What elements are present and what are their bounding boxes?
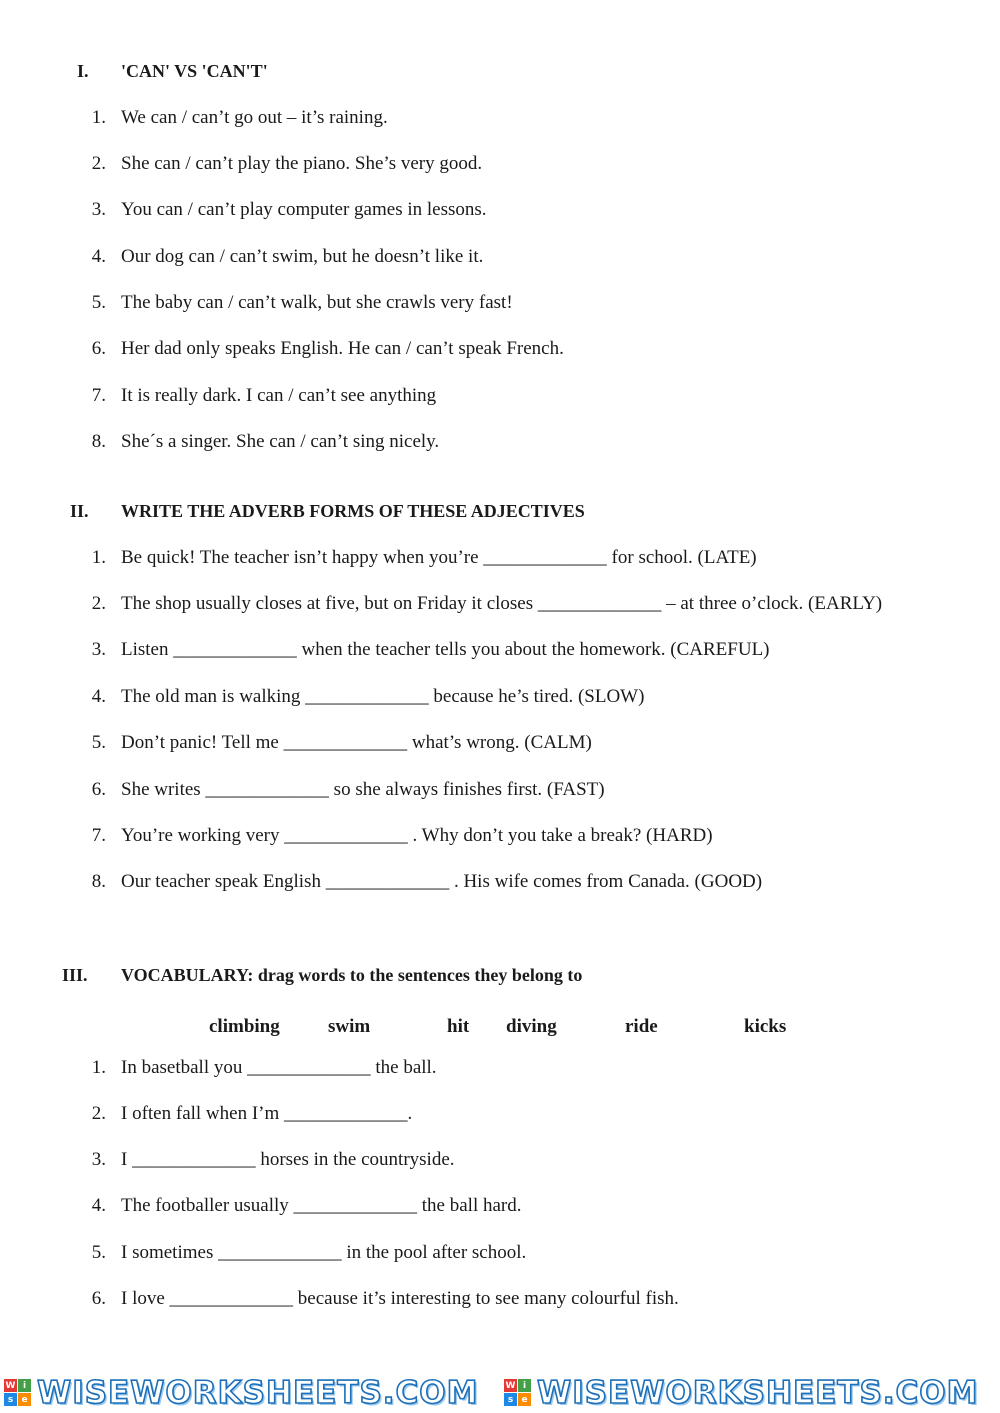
item-text[interactable]: The old man is walking _____________ because he’s tired. (SLOW) [121, 686, 645, 707]
item-text[interactable]: Listen _____________ when the teacher tells you about the homework. (CAREFUL) [121, 639, 770, 660]
list-item [0, 1285, 1000, 1313]
logo-text: WISEWORKSHEETS.COM [537, 1374, 979, 1411]
word-bank-item[interactable]: hit [447, 1016, 470, 1037]
logo-text: WISEWORKSHEETS.COM [37, 1374, 479, 1411]
logo-letter: e [18, 1393, 31, 1406]
item-number: 3. [91, 199, 106, 220]
word-bank-item[interactable]: swim [328, 1016, 371, 1037]
item-number: 3. [91, 639, 106, 660]
item-number: 2. [91, 153, 106, 174]
list-item [0, 822, 1000, 850]
list-item [0, 1054, 1000, 1082]
item-text[interactable]: She writes _____________ so she always finishes first. (FAST) [121, 779, 605, 800]
list-item [0, 636, 1000, 664]
logo-letter: W [505, 1380, 516, 1391]
item-number: 8. [91, 871, 106, 892]
item-number: 5. [91, 292, 106, 313]
section-2-title: WRITE THE ADVERB FORMS OF THESE ADJECTIVES [121, 501, 585, 521]
list-item [0, 1146, 1000, 1174]
logo-letter: i [518, 1379, 531, 1392]
list-item [0, 289, 1000, 317]
list-item [0, 382, 1000, 410]
item-number: 4. [91, 246, 106, 267]
logo-letter: i [18, 1379, 31, 1392]
item-text[interactable]: She can / can’t play the piano. She’s very good. [121, 153, 483, 174]
item-number: 1. [91, 1057, 106, 1078]
item-number: 5. [91, 732, 106, 753]
list-item [0, 243, 1000, 271]
item-number: 6. [91, 338, 106, 359]
item-number: 4. [91, 686, 106, 707]
logo-letter: s [504, 1393, 517, 1406]
list-item [0, 335, 1000, 363]
item-text[interactable]: I sometimes _____________ in the pool after school. [121, 1242, 527, 1263]
item-text[interactable]: I often fall when I’m _____________. [121, 1103, 413, 1124]
section-1-number: I. [77, 61, 89, 81]
item-number: 4. [91, 1195, 106, 1216]
item-number: 2. [91, 593, 106, 614]
section-3-title: VOCABULARY: drag words to the sentences they belong to [121, 965, 583, 985]
item-text[interactable]: In basetball you _____________ the ball. [121, 1057, 437, 1078]
list-item [0, 1192, 1000, 1220]
item-text[interactable]: The footballer usually _____________ the ball hard. [121, 1195, 522, 1216]
list-item [0, 150, 1000, 178]
word-bank-item[interactable]: ride [625, 1016, 658, 1037]
item-text[interactable]: Don’t panic! Tell me _____________ what’s wrong. (CALM) [121, 732, 592, 753]
list-item [0, 1100, 1000, 1128]
item-text[interactable]: She´s a singer. She can / can’t sing nicely. [121, 431, 440, 452]
logo-mark-icon [504, 1379, 531, 1406]
logo-letter: e [518, 1393, 531, 1406]
item-number: 2. [91, 1103, 106, 1124]
list-item [0, 544, 1000, 572]
item-number: 6. [91, 779, 106, 800]
item-text[interactable]: Our teacher speak English _____________ . His wife comes from Canada. (GOOD) [121, 871, 763, 892]
item-number: 1. [91, 547, 106, 568]
section-1-title: 'CAN' VS 'CAN'T' [121, 61, 268, 81]
logo-mark-icon [4, 1379, 31, 1406]
list-item [0, 868, 1000, 896]
logo-letter: W [5, 1380, 16, 1391]
footer-logo[interactable] [4, 1372, 479, 1413]
item-text[interactable]: Be quick! The teacher isn’t happy when you’re _____________ for school. (LATE) [121, 547, 757, 568]
word-bank-item[interactable]: diving [506, 1016, 557, 1037]
item-text[interactable]: We can / can’t go out – it’s raining. [121, 107, 388, 128]
section-3-number: III. [62, 965, 88, 985]
item-number: 3. [91, 1149, 106, 1170]
list-item [0, 729, 1000, 757]
item-number: 6. [91, 1288, 106, 1309]
word-bank-item[interactable]: kicks [744, 1016, 787, 1037]
item-text[interactable]: It is really dark. I can / can’t see anything [121, 385, 437, 406]
item-number: 7. [91, 825, 106, 846]
item-number: 7. [91, 385, 106, 406]
item-text[interactable]: The shop usually closes at five, but on Friday it closes _____________ – at three o’clock. (EARLY) [121, 593, 883, 614]
list-item [0, 683, 1000, 711]
word-bank-item[interactable]: climbing [209, 1016, 280, 1037]
list-item [0, 590, 1000, 618]
footer-logo-banner [0, 1372, 1000, 1413]
list-item [0, 1239, 1000, 1267]
list-item [0, 776, 1000, 804]
item-number: 5. [91, 1242, 106, 1263]
list-item [0, 196, 1000, 224]
item-text[interactable]: You’re working very _____________ . Why don’t you take a break? (HARD) [121, 825, 713, 846]
list-item [0, 104, 1000, 132]
item-number: 8. [91, 431, 106, 452]
list-item [0, 428, 1000, 456]
item-text[interactable]: I _____________ horses in the countryside. [121, 1149, 455, 1170]
logo-letter: s [4, 1393, 17, 1406]
item-text[interactable]: The baby can / can’t walk, but she crawls very fast! [121, 292, 513, 313]
item-text[interactable]: Her dad only speaks English. He can / can’t speak French. [121, 338, 564, 359]
item-text[interactable]: Our dog can / can’t swim, but he doesn’t like it. [121, 246, 484, 267]
item-number: 1. [91, 107, 106, 128]
item-text[interactable]: You can / can’t play computer games in lessons. [121, 199, 487, 220]
item-text[interactable]: I love _____________ because it’s interesting to see many colourful fish. [121, 1288, 679, 1309]
footer-logo[interactable] [504, 1372, 979, 1413]
section-2-number: II. [70, 501, 89, 521]
